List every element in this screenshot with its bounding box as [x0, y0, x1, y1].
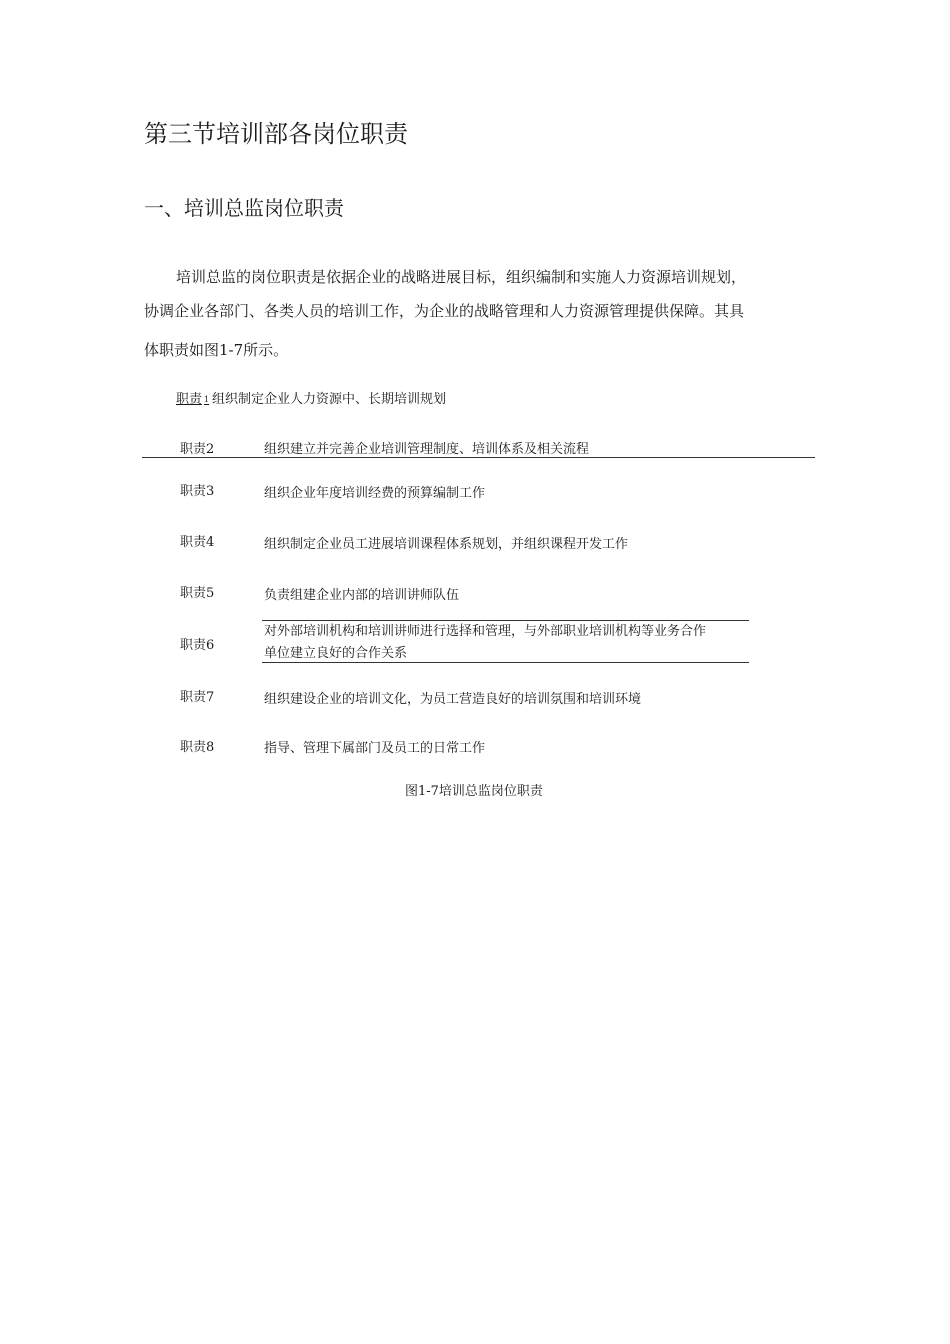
paragraph-line: 体职责如图1-7所示。	[144, 341, 289, 359]
duty-text: 负责组建企业内部的培训讲师队伍	[264, 588, 460, 603]
duty-label: 职责2	[180, 442, 215, 457]
duty-text: 组织制定企业员工进展培训课程体系规划，并组织课程开发工作	[264, 537, 629, 552]
divider-line	[142, 457, 815, 458]
duty-text-line: 对外部培训机构和培训讲师进行选择和管理，与外部职业培训机构等业务合作	[264, 624, 707, 639]
duty-text: 组织建立并完善企业培训管理制度、培训体系及相关流程	[264, 442, 590, 457]
subsection-title: 一、培训总监岗位职责	[144, 196, 344, 220]
duty-label: 职责4	[180, 535, 215, 550]
duty-text: 组织企业年度培训经费的预算编制工作	[264, 486, 486, 501]
section-title: 第三节培训部各岗位职责	[144, 120, 408, 148]
duty-label: 职责3	[180, 484, 215, 499]
figure-caption: 图1-7培训总监岗位职责	[405, 784, 543, 799]
duty-label: 职责8	[180, 740, 215, 755]
duty-text-line: 单位建立良好的合作关系	[264, 646, 408, 661]
duty-number-mark: 1	[204, 395, 210, 404]
divider-line	[262, 620, 749, 621]
paragraph-line: 协调企业各部门、各类人员的培训工作，为企业的战略管理和人力资源管理提供保障。其具	[144, 302, 745, 320]
duty-text: 组织制定企业人力资源中、长期培训规划	[212, 392, 447, 407]
duty-label: 职责5	[180, 586, 215, 601]
paragraph-line: 培训总监的岗位职责是依据企业的战略进展目标，组织编制和实施人力资源培训规划，	[176, 268, 747, 286]
duty-text: 指导、管理下属部门及员工的日常工作	[264, 741, 486, 756]
duty-label: 职责7	[180, 690, 215, 705]
divider-line	[262, 662, 749, 663]
duty-label: 职责6	[180, 638, 215, 653]
duty-label: 职责 $^1$	[176, 392, 210, 407]
duty-text: 组织建设企业的培训文化，为员工营造良好的培训氛围和培训环境	[264, 692, 642, 707]
